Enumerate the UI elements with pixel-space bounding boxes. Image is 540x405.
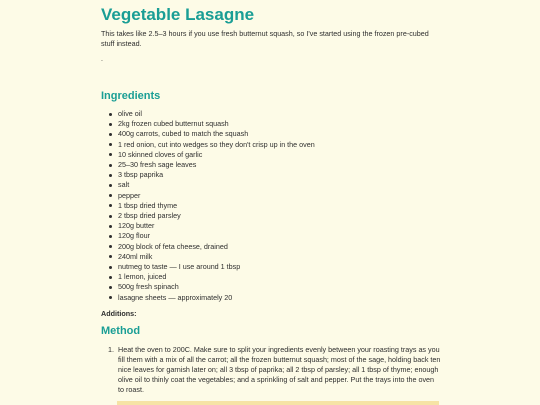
additions-label: Additions: (101, 309, 137, 318)
method-step (101, 345, 441, 395)
ingredient-item: 25–30 fresh sage leaves (101, 160, 315, 170)
step-text: Heat the oven to 200C. Make sure to split your ingredients evenly between your roasting trays as you fill them with a mix of all the carrot; all the frozen butternut squash; most of the sage, holding back ten nice leaves for garnish later on; all 3 tbsp of paprika; all 2 tbsp of parsley; all 1 tbsp of thyme; enough olive oil to thinly coat the vegetables; and a sprinkling of salt and pepper. Put the trays into the oven to roast. (118, 345, 441, 394)
ingredient-item: 200g block of feta cheese, drained (101, 242, 315, 252)
ingredient-item: 2 tbsp dried parsley (101, 211, 315, 221)
ingredients-heading: Ingredients (101, 90, 161, 102)
step-number: 1. (108, 345, 114, 354)
ingredient-item: salt (101, 180, 315, 190)
method-steps (101, 345, 441, 395)
ingredients-list (101, 109, 315, 303)
ingredient-item: 240ml milk (101, 252, 315, 262)
ingredient-item: olive oil (101, 109, 315, 119)
recipe-intro: This takes like 2.5–3 hours if you use fresh butternut squash, so I've started using the frozen pre-cubed stuff instead. (101, 29, 429, 48)
ingredient-item: lasagne sheets — approximately 20 (101, 293, 315, 303)
ingredient-item: 120g butter (101, 221, 315, 231)
ingredient-item: nutmeg to taste — I use around 1 tbsp (101, 262, 315, 272)
ingredient-item: 1 lemon, juiced (101, 272, 315, 282)
ingredient-item: 400g carrots, cubed to match the squash (101, 129, 315, 139)
separator-dot: . (101, 56, 103, 63)
tip-box (117, 401, 439, 405)
ingredient-item: 1 red onion, cut into wedges so they don't crisp up in the oven (101, 140, 315, 150)
ingredient-item: 500g fresh spinach (101, 282, 315, 292)
ingredient-item: 2kg frozen cubed butternut squash (101, 119, 315, 129)
ingredient-item: 1 tbsp dried thyme (101, 201, 315, 211)
ingredient-item: pepper (101, 191, 315, 201)
ingredient-item: 10 skinned cloves of garlic (101, 150, 315, 160)
method-heading: Method (101, 325, 141, 337)
ingredient-item: 120g flour (101, 231, 315, 241)
recipe-title: Vegetable Lasagne (101, 5, 255, 24)
ingredient-item: 3 tbsp paprika (101, 170, 315, 180)
